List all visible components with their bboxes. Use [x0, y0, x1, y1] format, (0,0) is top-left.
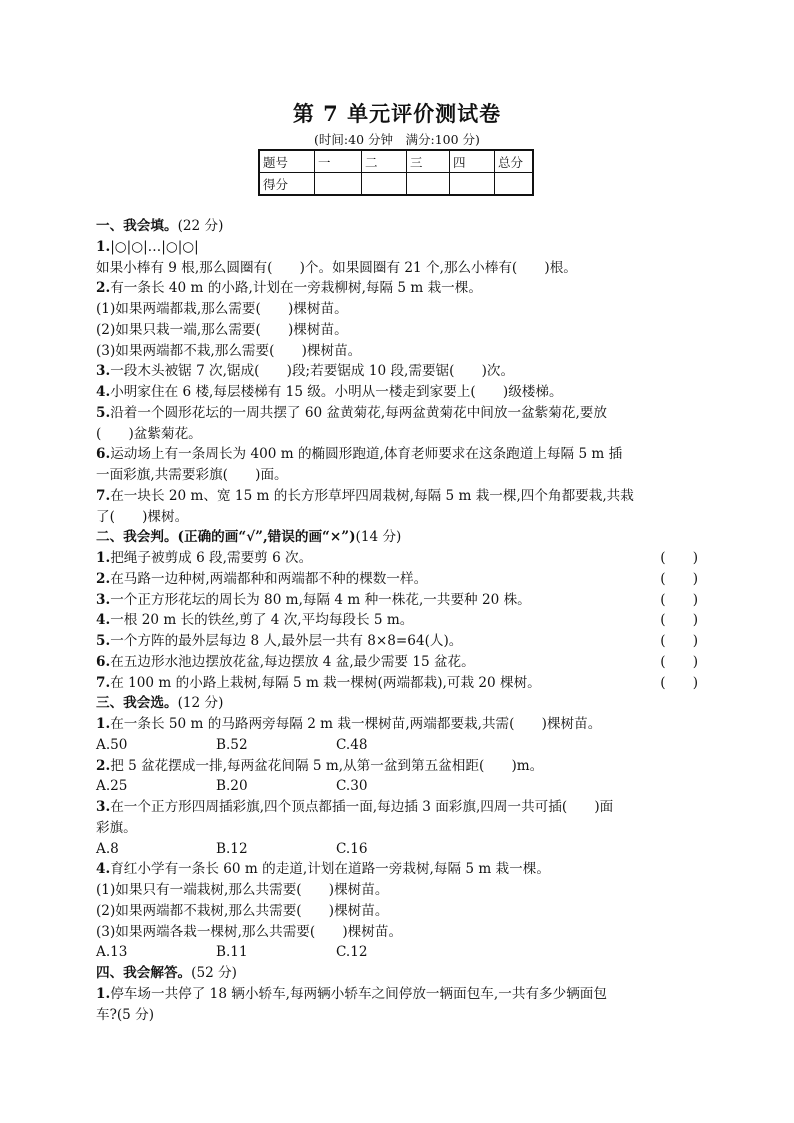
question-number: 6.: [96, 446, 111, 463]
question-number: 7.: [96, 487, 111, 504]
question-number: 4.: [96, 861, 111, 878]
question-number: 4.: [96, 612, 111, 629]
question-text-wrap: [96, 924, 402, 940]
section-title: 二、我会判。(正确的画“√”,错误的画“×”): [96, 529, 356, 546]
question-text: 一个正方形花坛的周长为 80 m,每隔 4 m 种一株花,一共要种 20 株。: [110, 591, 531, 608]
question-number: 2.: [96, 280, 111, 297]
question-text: 在五边形水池边摆放花盆,每边摆放 4 盆,最少需要 15 盆花。: [110, 653, 475, 670]
question-text: |○|○|…|○|○|: [110, 238, 199, 255]
question-text-wrap: [96, 488, 634, 504]
question-line: [96, 673, 700, 694]
judge-answer-blank[interactable]: ( ): [660, 633, 698, 649]
score-header-cell: 四: [450, 150, 495, 173]
page-subtitle: (时间:40 分钟 满分:100 分): [314, 132, 480, 147]
question-text: (2)如果只栽一端,那么需要( )棵树苗。: [96, 321, 348, 338]
question-number: 3.: [96, 591, 111, 608]
question-text-wrap: [96, 343, 361, 359]
question-line: [96, 714, 700, 735]
question-text: 彩旗。: [96, 819, 137, 836]
question-number: 1.: [96, 716, 111, 732]
question-text: 一根 20 m 长的铁丝,剪了 4 次,平均每段长 5 m。: [110, 612, 414, 629]
question-line: [96, 465, 700, 486]
answer-options: [96, 942, 700, 963]
question-number: 6.: [96, 653, 111, 670]
question-line: [96, 486, 700, 507]
question-text: (1)如果两端都栽,那么需要( )棵树苗。: [96, 301, 348, 317]
question-line: [96, 237, 700, 258]
question-text-wrap: [96, 882, 388, 898]
question-number: 5.: [96, 633, 111, 649]
section-heading: [96, 963, 700, 984]
question-text: (1)如果只有一端栽树,那么共需要( )棵树苗。: [96, 882, 389, 898]
question-line: [96, 984, 700, 1005]
judge-answer-blank[interactable]: ( ): [660, 550, 698, 566]
judge-answer-blank[interactable]: ( ): [660, 653, 698, 670]
question-text: (2)如果两端都不栽树,那么共需要( )棵树苗。: [96, 902, 389, 919]
question-text-wrap: [96, 384, 563, 400]
question-text-wrap: [96, 903, 388, 919]
question-text: 一面彩旗,共需要彩旗( )面。: [96, 467, 288, 483]
section-points: (22 分): [177, 218, 224, 234]
question-text-wrap: [96, 1007, 154, 1023]
judge-answer-blank[interactable]: ( ): [660, 570, 698, 587]
score-cell[interactable]: [407, 173, 450, 196]
section-title: 一、我会填。: [96, 218, 178, 234]
judge-answer-blank[interactable]: ( ): [660, 612, 698, 629]
question-text: 了( )棵树。: [96, 508, 189, 525]
question-number: 4.: [96, 384, 111, 400]
question-line: [96, 901, 700, 922]
option-choice[interactable]: C.16: [336, 840, 368, 857]
question-line: [96, 922, 700, 943]
question-line: [96, 818, 700, 839]
option-choice[interactable]: B.52: [216, 736, 248, 753]
question-line: [96, 548, 700, 569]
section-heading: [96, 216, 700, 237]
question-text: 在一块长 20 m、宽 15 m 的长方形草坪四周栽树,每隔 5 m 栽一棵,四个角都要栽,共栽: [110, 487, 634, 504]
score-cell[interactable]: [362, 173, 407, 196]
question-line: [96, 507, 700, 528]
question-text-wrap: [96, 861, 550, 877]
option-choice[interactable]: C.12: [336, 944, 368, 961]
page-title: 第 7 单元评价测试卷: [292, 101, 502, 126]
question-line: [96, 444, 700, 465]
question-number: 5.: [96, 404, 111, 421]
answer-options: [96, 776, 700, 797]
question-text: (3)如果两端都不栽,那么需要( )棵树苗。: [96, 342, 362, 359]
question-text: 把 5 盆花摆成一排,每两盆花间隔 5 m,从第一盆到第五盆相距( )m。: [110, 757, 544, 774]
question-text-wrap: [96, 322, 348, 338]
question-text: 在马路一边种树,两端都种和两端都不种的棵数一样。: [110, 570, 428, 587]
question-line: [96, 403, 700, 424]
question-content: [96, 216, 700, 1025]
question-text-wrap: [96, 446, 622, 462]
question-number: 3.: [96, 363, 111, 380]
answer-options: [96, 735, 700, 756]
question-text-wrap: [96, 652, 475, 673]
question-number: 2.: [96, 570, 111, 587]
option-choice[interactable]: B.12: [216, 840, 248, 857]
question-text: 运动场上有一条周长为 400 m 的椭圆形跑道,体育老师要求在这条跑道上每隔 5 m 插: [110, 446, 623, 463]
section-heading: [96, 527, 700, 548]
option-choice[interactable]: C.30: [336, 778, 368, 795]
question-text-wrap: [96, 716, 601, 732]
question-text: 停车场一共停了 18 辆小轿车,每两辆小轿车之间停放一辆面包车,一共有多少辆面包: [110, 985, 607, 1002]
question-number: 1.: [96, 985, 111, 1002]
answer-options: [96, 839, 700, 860]
question-text: 在一个正方形四周插彩旗,四个顶点都插一面,每边插 3 面彩旗,四周一共可插( )面: [110, 799, 614, 815]
question-line: [96, 382, 700, 403]
question-text: 在一条长 50 m 的马路两旁每隔 2 m 栽一棵树苗,两端都要栽,共需( )棵树苗。: [110, 716, 602, 732]
question-line: [96, 569, 700, 590]
option-choice[interactable]: B.20: [216, 778, 248, 795]
section-title: 三、我会选。: [96, 695, 178, 712]
section-points: (12 分): [177, 695, 224, 712]
score-table: [258, 149, 534, 196]
question-text-wrap: [96, 610, 413, 631]
option-choice[interactable]: C.48: [336, 736, 368, 753]
question-text-wrap: [96, 758, 543, 774]
option-choice[interactable]: A.25: [96, 778, 128, 795]
question-text: 在 100 m 的小路上栽树,每隔 5 m 栽一棵树(两端都栽),可栽 20 棵树。: [110, 674, 541, 691]
question-text: ( )盆紫菊花。: [96, 425, 202, 442]
question-line: [96, 590, 700, 611]
section-points: (52 分): [191, 965, 237, 981]
question-text-wrap: [96, 548, 312, 569]
section-heading: [96, 693, 700, 714]
judge-answer-blank[interactable]: ( ): [660, 591, 698, 608]
score-row-label: 得分: [259, 173, 315, 196]
question-line: [96, 859, 700, 880]
question-line: [96, 756, 700, 777]
option-choice[interactable]: A.50: [96, 736, 128, 753]
question-text: 把绳子被剪成 6 段,需要剪 6 次。: [110, 550, 313, 566]
judge-answer-blank[interactable]: ( ): [660, 674, 698, 691]
question-text-wrap: [96, 363, 514, 379]
score-table-score-row: [259, 173, 533, 196]
question-text-wrap: [96, 631, 462, 652]
question-line: [96, 610, 700, 631]
question-line: [96, 880, 700, 901]
question-text-wrap: [96, 467, 288, 483]
question-text-wrap: [96, 426, 202, 442]
score-cell[interactable]: [495, 173, 534, 196]
question-line: [96, 424, 700, 445]
question-number: 1.: [96, 550, 111, 566]
question-text: 育红小学有一条长 60 m 的走道,计划在道路一旁栽树,每隔 5 m 栽一棵。: [110, 861, 550, 878]
question-line: [96, 631, 700, 652]
score-header-cell: 二: [362, 150, 407, 173]
question-text-wrap: [96, 239, 199, 255]
question-text-wrap: [96, 280, 482, 296]
question-text-wrap: [96, 986, 607, 1002]
question-line: [96, 797, 700, 818]
score-cell[interactable]: [450, 173, 495, 196]
score-table-header-row: [259, 150, 533, 173]
question-number: 2.: [96, 757, 111, 774]
question-text-wrap: [96, 509, 188, 525]
question-text: 沿着一个圆形花坛的一周共摆了 60 盆黄菊花,每两盆黄菊花中间放一盆紫菊花,要放: [110, 404, 607, 421]
question-text: 有一条长 40 m 的小路,计划在一旁栽柳树,每隔 5 m 栽一棵。: [110, 280, 482, 297]
question-text-wrap: [96, 405, 607, 421]
option-choice[interactable]: B.11: [216, 944, 248, 961]
question-text-wrap: [96, 260, 577, 276]
option-choice[interactable]: A.13: [96, 944, 128, 961]
score-header-cell: 三: [407, 150, 450, 173]
question-text: 一个方阵的最外层每边 8 人,最外层一共有 8×8=64(人)。: [110, 633, 463, 649]
question-line: [96, 361, 700, 382]
score-header-cell: 总分: [495, 150, 534, 173]
score-cell[interactable]: [315, 173, 362, 196]
question-number: 1.: [96, 238, 111, 255]
question-line: [96, 652, 700, 673]
question-text-wrap: [96, 301, 348, 317]
score-header-cell: 一: [315, 150, 362, 173]
question-number: 3.: [96, 799, 111, 815]
section-points: (14 分): [355, 529, 402, 546]
question-line: [96, 278, 700, 299]
question-text: 如果小棒有 9 根,那么圆圈有( )个。如果圆圈有 21 个,那么小棒有( )根。: [96, 259, 577, 276]
question-line: [96, 1005, 700, 1026]
question-number: 7.: [96, 674, 111, 691]
question-text: 一段木头被锯 7 次,锯成( )段;若要锯成 10 段,需要锯( )次。: [110, 363, 515, 380]
question-text-wrap: [96, 820, 137, 836]
question-line: [96, 341, 700, 362]
section-title: 四、我会解答。: [96, 965, 192, 981]
option-choice[interactable]: A.8: [96, 840, 119, 857]
question-text: (3)如果两端各栽一棵树,那么共需要( )棵树苗。: [96, 923, 403, 940]
question-text-wrap: [96, 569, 427, 590]
question-line: [96, 299, 700, 320]
question-text-wrap: [96, 799, 613, 815]
question-line: [96, 258, 700, 279]
question-text: 车?(5 分): [96, 1006, 155, 1023]
question-text-wrap: [96, 590, 531, 611]
question-line: [96, 320, 700, 341]
question-text: 小明家住在 6 楼,每层楼梯有 15 级。小明从一楼走到家要上( )级楼梯。: [110, 384, 563, 400]
score-header-cell: 题号: [259, 150, 315, 173]
question-text-wrap: [96, 673, 541, 694]
